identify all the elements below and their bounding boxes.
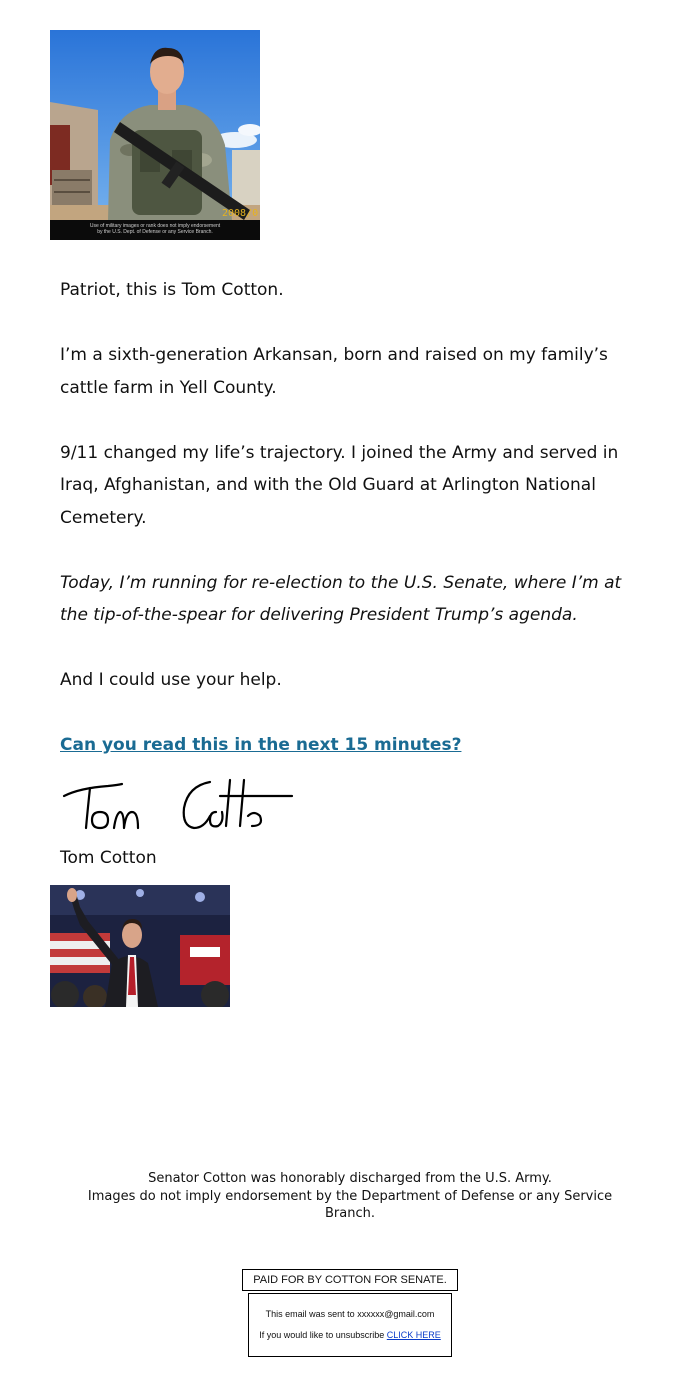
hero-photo-caption xyxy=(50,220,260,240)
caption-line-2: by the U.S. Dept. of Defense or any Service Branch. xyxy=(97,229,213,235)
cta-link[interactable]: Can you read this in the next 15 minutes? xyxy=(60,735,462,755)
paid-for-box: PAID FOR BY COTTON FOR SENATE. xyxy=(242,1269,458,1291)
letter-body xyxy=(60,274,650,794)
signature-name: Tom Cotton xyxy=(60,848,157,868)
rally-photo xyxy=(50,885,230,1007)
paragraph-service: 9/11 changed my life’s trajectory. I joined the Army and served in Iraq, Afghanistan, and with the Old Guard at Arlington National Cemetery. xyxy=(60,442,619,528)
unsubscribe-box xyxy=(248,1293,452,1357)
unsubscribe-prefix: If you would like to unsubscribe xyxy=(259,1330,387,1340)
rally-illustration xyxy=(50,885,230,1007)
paragraph-background: I’m a sixth-generation Arkansan, born and raised on my family’s cattle farm in Yell County. xyxy=(60,345,608,398)
disclaimer-line-1: Senator Cotton was honorably discharged from the U.S. Army. xyxy=(148,1171,552,1186)
sent-to-text: This email was sent to xxxxxx@gmail.com xyxy=(265,1309,435,1319)
paragraph-campaign: Today, I’m running for re-election to the U.S. Senate, where I’m at the tip-of-the-spear for delivering President Trump’s agenda. xyxy=(60,572,622,625)
paragraph-greeting: Patriot, this is Tom Cotton. xyxy=(60,280,284,300)
caption-line-1: Use of military images or rank does not imply endorsement xyxy=(89,223,221,229)
military-disclaimer xyxy=(70,1170,630,1223)
handwritten-signature xyxy=(60,772,300,836)
unsubscribe-link[interactable]: CLICK HERE xyxy=(386,1330,441,1340)
paragraph-ask: And I could use your help. xyxy=(60,670,282,690)
hero-soldier-photo xyxy=(50,30,260,240)
soldier-illustration xyxy=(50,30,260,240)
disclaimer-line-2: Images do not imply endorsement by the Department of Defense or any Service Branch. xyxy=(87,1188,613,1221)
svg-text:2008/0: 2008/0 xyxy=(222,208,259,219)
unsubscribe-line xyxy=(249,1330,451,1341)
